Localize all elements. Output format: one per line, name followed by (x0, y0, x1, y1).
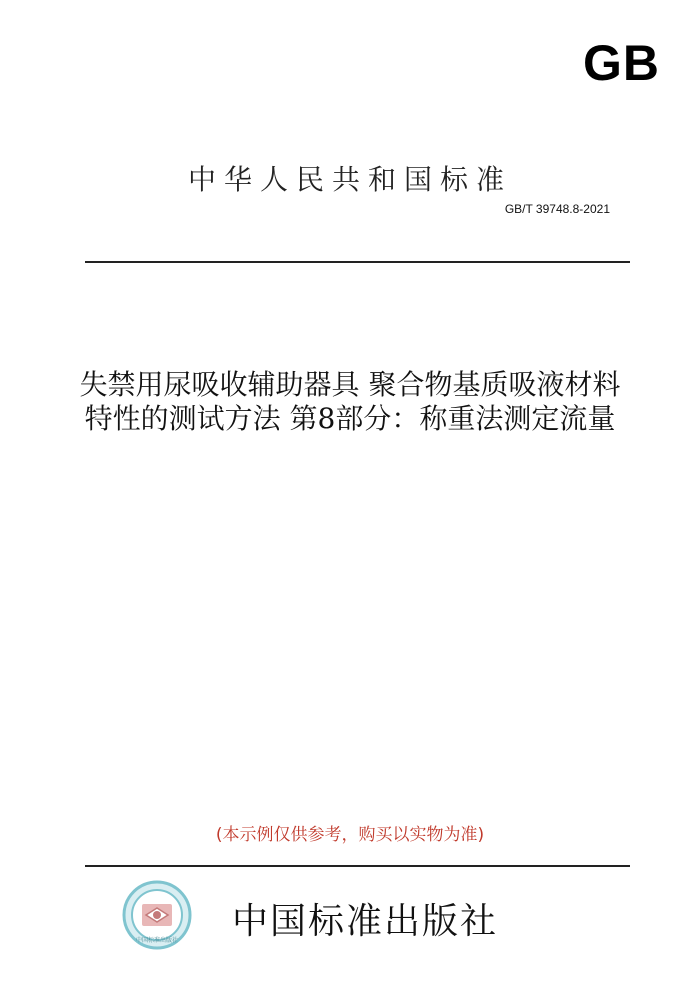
publisher-logo-caption: 中国标准出版社 (135, 937, 179, 944)
document-title (0, 368, 700, 436)
sample-notice: (本示例仅供参考，购买以实物为准) (215, 825, 485, 845)
title-line-2: 特性的测试方法 第8部分：称重法测定流量 (84, 402, 616, 435)
publisher-logo-icon (122, 880, 192, 950)
title-line-1: 失禁用尿吸收辅助器具 聚合物基质吸液材料 (79, 368, 621, 401)
top-divider (85, 261, 630, 263)
publisher-name: 中国标准出版社 (232, 901, 499, 942)
gb-logo: GB (583, 35, 660, 91)
standard-type-heading: 中华人民共和国标准 (187, 163, 512, 196)
standard-number: GB/T 39748.8-2021 (504, 202, 610, 216)
bottom-divider (85, 865, 630, 867)
